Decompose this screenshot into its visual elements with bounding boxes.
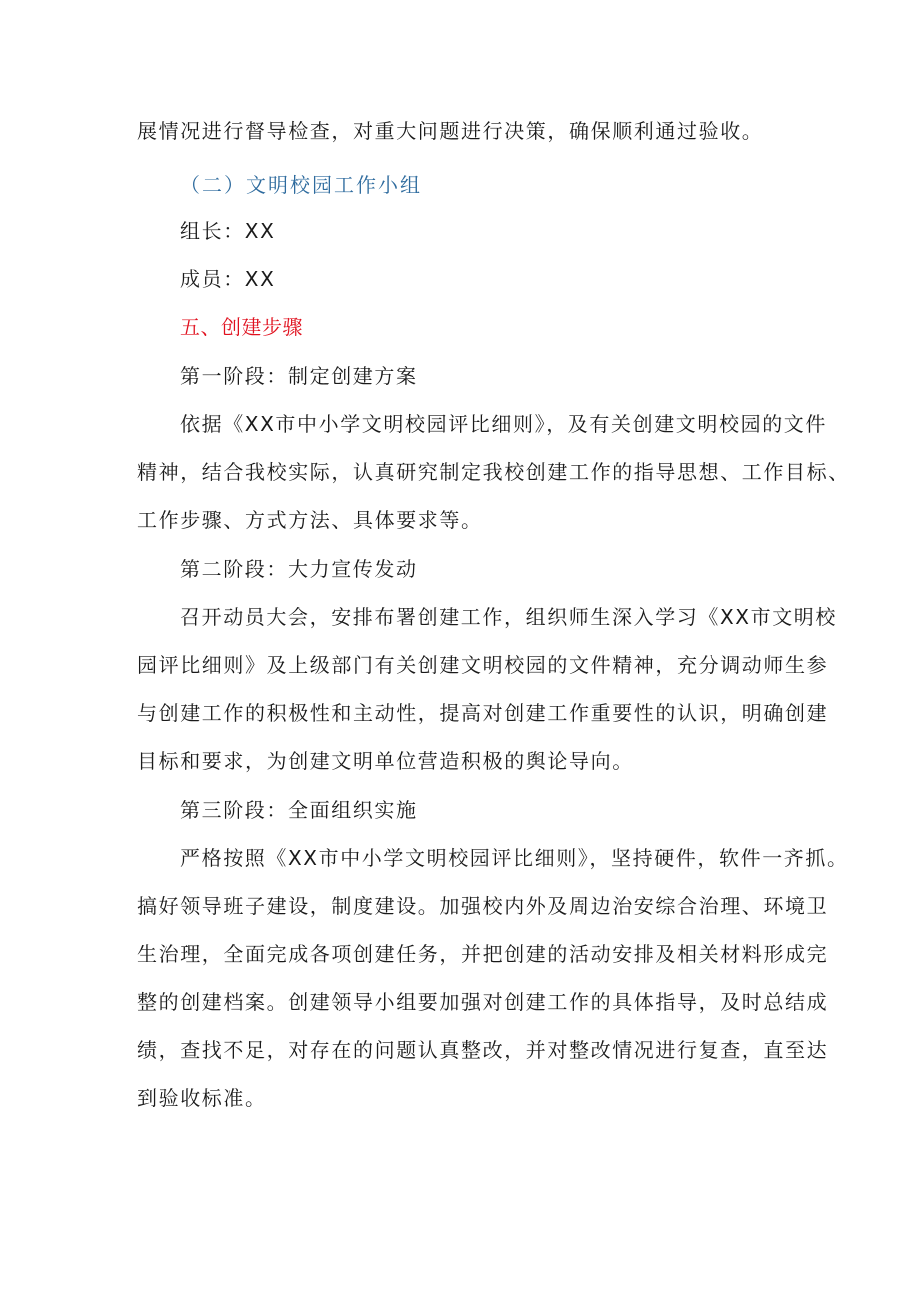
- group-members-line: 成员：XX: [180, 267, 276, 291]
- stage-three-heading: 第三阶段：全面组织实施: [180, 798, 418, 822]
- paragraph-line: 目标和要求，为创建文明单位营造积极的舆论导向。: [137, 749, 634, 773]
- stage-one-heading: 第一阶段：制定创建方案: [180, 364, 418, 388]
- paragraph-line: 整的创建档案。创建领导小组要加强对创建工作的具体指导，及时总结成: [137, 990, 829, 1014]
- paragraph-line: 精神，结合我校实际，认真研究制定我校创建工作的指导思想、工作目标、: [137, 460, 850, 484]
- paragraph-line: 工作步骤、方式方法、具体要求等。: [137, 508, 483, 532]
- group-leader-line: 组长：XX: [180, 219, 276, 243]
- paragraph-line: 绩，查找不足，对存在的问题认真整改，并对整改情况进行复查，直至达: [137, 1038, 829, 1062]
- paragraph-line: 依据《XX市中小学文明校园评比细则》，及有关创建文明校园的文件: [180, 412, 828, 436]
- paragraph-line: 召开动员大会，安排布署创建工作，组织师生深入学习《XX市文明校: [180, 605, 838, 629]
- paragraph-line: 到验收标准。: [137, 1086, 267, 1110]
- subsection-heading: （二）文明校园工作小组: [180, 173, 422, 197]
- section-heading: 五、创建步骤: [180, 315, 303, 339]
- paragraph-line: 搞好领导班子建设，制度建设。加强校内外及周边治安综合治理、环境卫: [137, 894, 829, 918]
- paragraph-line: 生治理，全面完成各项创建任务，并把创建的活动安排及相关材料形成完: [137, 942, 829, 966]
- paragraph-continuation: 展情况进行督导检查，对重大问题进行决策，确保顺利通过验收。: [137, 119, 764, 143]
- stage-two-heading: 第二阶段：大力宣传发动: [180, 557, 418, 581]
- paragraph-line: 严格按照《XX市中小学文明校园评比细则》，坚持硬件，软件一齐抓。: [180, 846, 849, 870]
- paragraph-line: 与创建工作的积极性和主动性，提高对创建工作重要性的认识，明确创建: [137, 701, 829, 725]
- paragraph-line: 园评比细则》及上级部门有关创建文明校园的文件精神，充分调动师生参: [137, 653, 829, 677]
